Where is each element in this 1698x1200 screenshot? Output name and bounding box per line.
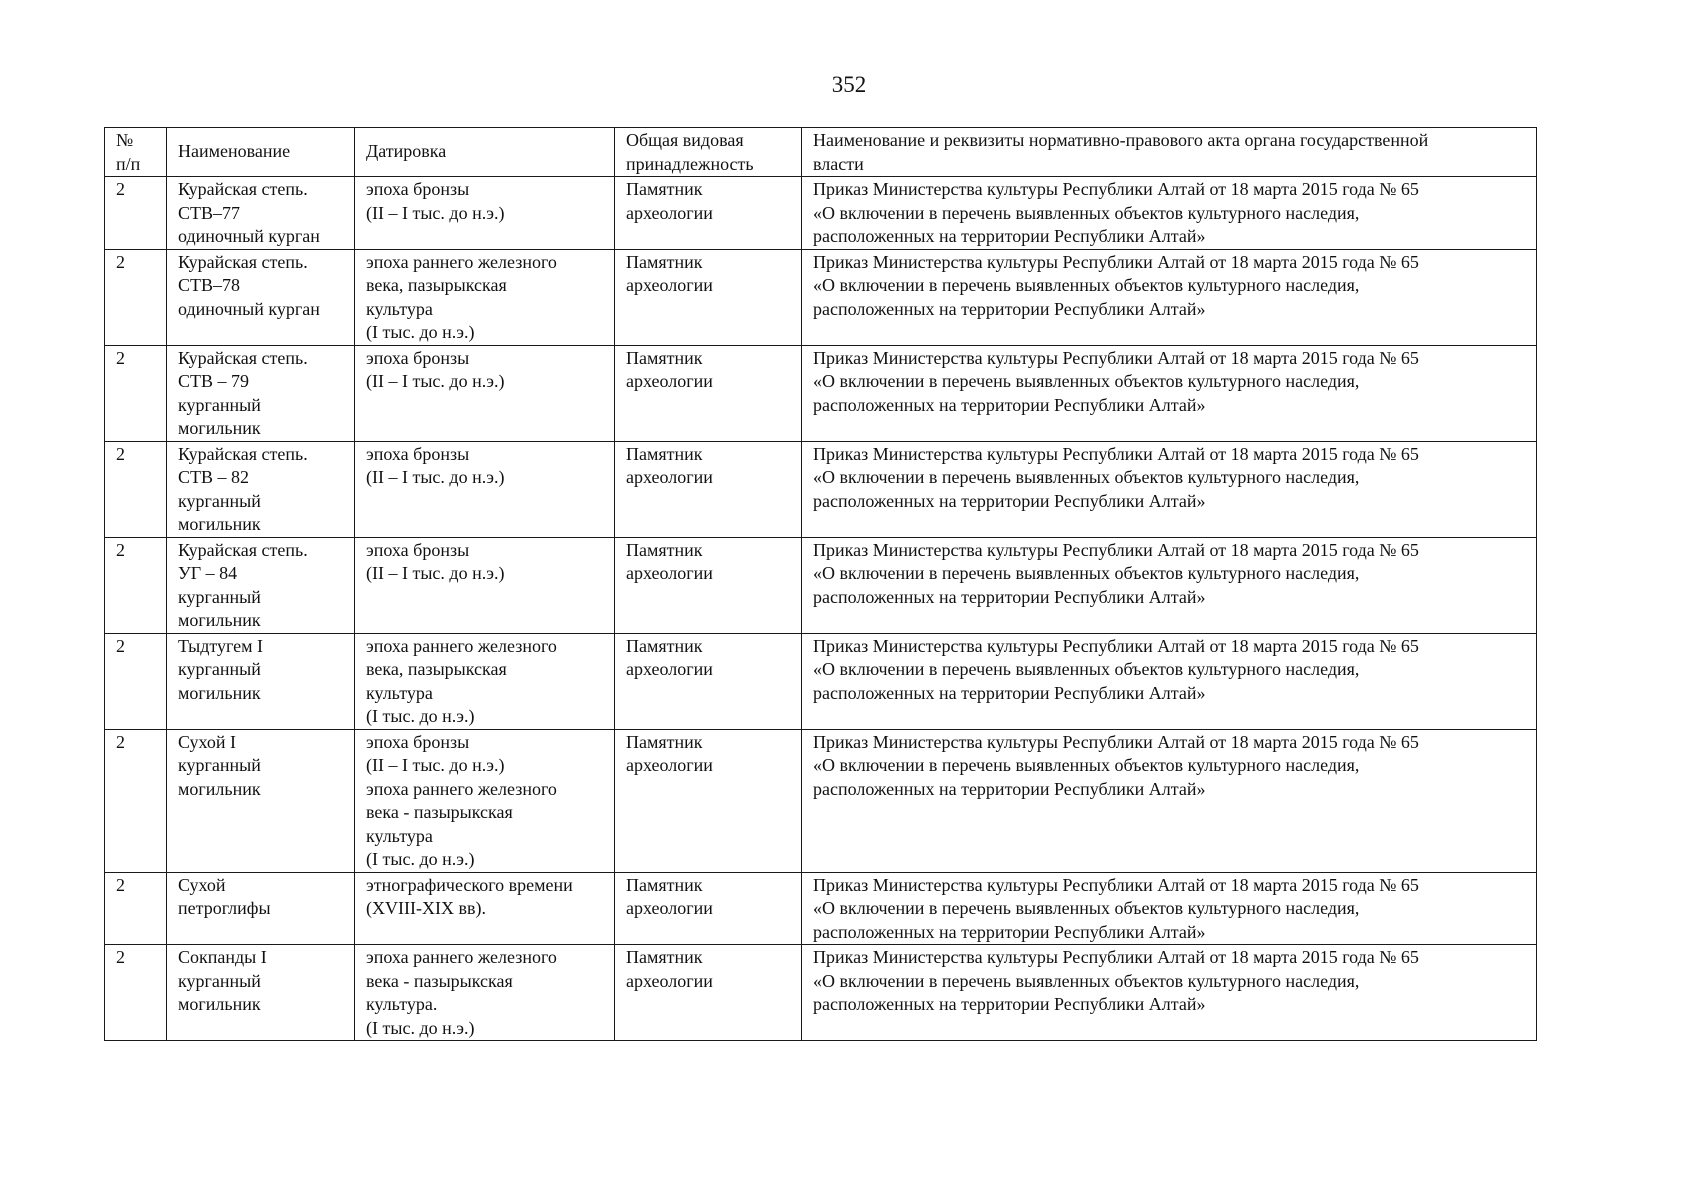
table-body [105, 177, 1537, 1041]
cell-number: 2 [105, 249, 167, 345]
table-row [105, 177, 1537, 250]
table-row [105, 345, 1537, 441]
header-row [105, 128, 1537, 177]
cell-legal-act: Приказ Министерства культуры Республики Алтай от 18 марта 2015 года № 65 «О включении в перечень выявленных объектов культурного наследия, расположенных на территории Республики Алтай» [802, 177, 1537, 250]
header-dating: Датировка [355, 128, 615, 177]
table-row [105, 729, 1537, 872]
cell-legal-act: Приказ Министерства культуры Республики Алтай от 18 марта 2015 года № 65 «О включении в перечень выявленных объектов культурного наследия, расположенных на территории Республики Алтай» [802, 441, 1537, 537]
cell-dating: эпоха бронзы (II – I тыс. до н.э.) [355, 537, 615, 633]
cell-type: Памятник археологии [615, 537, 802, 633]
table-row [105, 249, 1537, 345]
cell-dating: эпоха бронзы (II – I тыс. до н.э.) [355, 441, 615, 537]
cell-number: 2 [105, 633, 167, 729]
cell-legal-act: Приказ Министерства культуры Республики Алтай от 18 марта 2015 года № 65 «О включении в перечень выявленных объектов культурного наследия, расположенных на территории Республики Алтай» [802, 945, 1537, 1041]
page-number: 352 [831, 72, 867, 97]
cell-name: Тыдтугем I курганный могильник [167, 633, 355, 729]
table-row [105, 441, 1537, 537]
header-type: Общая видовая принадлежность [615, 128, 802, 177]
cell-dating: эпоха раннего железного века - пазырыкская культура. (I тыс. до н.э.) [355, 945, 615, 1041]
cell-number: 2 [105, 537, 167, 633]
header-number: № п/п [105, 128, 167, 177]
cell-name: Сокпанды I курганный могильник [167, 945, 355, 1041]
cell-name: Курайская степь. СТВ–77 одиночный курган [167, 177, 355, 250]
cell-type: Памятник археологии [615, 729, 802, 872]
cell-number: 2 [105, 177, 167, 250]
header-legal-act: Наименование и реквизиты нормативно-правового акта органа государственной власти [802, 128, 1537, 177]
cell-name: Курайская степь. УГ – 84 курганный могильник [167, 537, 355, 633]
table-header [105, 128, 1537, 177]
cell-name: Курайская степь. СТВ – 79 курганный могильник [167, 345, 355, 441]
cell-type: Памятник археологии [615, 633, 802, 729]
table-row [105, 537, 1537, 633]
header-name: Наименование [167, 128, 355, 177]
cell-type: Памятник археологии [615, 945, 802, 1041]
cell-number: 2 [105, 441, 167, 537]
cell-dating: эпоха бронзы (II – I тыс. до н.э.) эпоха раннего железного века - пазырыкская культура (I тыс. до н.э.) [355, 729, 615, 872]
cell-number: 2 [105, 729, 167, 872]
table-row [105, 872, 1537, 945]
heritage-objects-table [104, 127, 1537, 1041]
cell-dating: этнографического времени (XVIII-XIX вв). [355, 872, 615, 945]
cell-type: Памятник археологии [615, 441, 802, 537]
table-row [105, 633, 1537, 729]
cell-legal-act: Приказ Министерства культуры Республики Алтай от 18 марта 2015 года № 65 «О включении в перечень выявленных объектов культурного наследия, расположенных на территории Республики Алтай» [802, 537, 1537, 633]
cell-dating: эпоха бронзы (II – I тыс. до н.э.) [355, 345, 615, 441]
cell-legal-act: Приказ Министерства культуры Республики Алтай от 18 марта 2015 года № 65 «О включении в перечень выявленных объектов культурного наследия, расположенных на территории Республики Алтай» [802, 249, 1537, 345]
cell-number: 2 [105, 945, 167, 1041]
cell-name: Сухой петроглифы [167, 872, 355, 945]
cell-legal-act: Приказ Министерства культуры Республики Алтай от 18 марта 2015 года № 65 «О включении в перечень выявленных объектов культурного наследия, расположенных на территории Республики Алтай» [802, 729, 1537, 872]
cell-legal-act: Приказ Министерства культуры Республики Алтай от 18 марта 2015 года № 65 «О включении в перечень выявленных объектов культурного наследия, расположенных на территории Республики Алтай» [802, 633, 1537, 729]
cell-dating: эпоха раннего железного века, пазырыкская культура (I тыс. до н.э.) [355, 633, 615, 729]
cell-number: 2 [105, 345, 167, 441]
cell-number: 2 [105, 872, 167, 945]
cell-type: Памятник археологии [615, 345, 802, 441]
cell-type: Памятник археологии [615, 177, 802, 250]
cell-legal-act: Приказ Министерства культуры Республики Алтай от 18 марта 2015 года № 65 «О включении в перечень выявленных объектов культурного наследия, расположенных на территории Республики Алтай» [802, 345, 1537, 441]
cell-legal-act: Приказ Министерства культуры Республики Алтай от 18 марта 2015 года № 65 «О включении в перечень выявленных объектов культурного наследия, расположенных на территории Республики Алтай» [802, 872, 1537, 945]
cell-type: Памятник археологии [615, 872, 802, 945]
cell-name: Курайская степь. СТВ – 82 курганный могильник [167, 441, 355, 537]
cell-name: Курайская степь. СТВ–78 одиночный курган [167, 249, 355, 345]
cell-name: Сухой I курганный могильник [167, 729, 355, 872]
cell-dating: эпоха бронзы (II – I тыс. до н.э.) [355, 177, 615, 250]
cell-type: Памятник археологии [615, 249, 802, 345]
table-row [105, 945, 1537, 1041]
cell-dating: эпоха раннего железного века, пазырыкская культура (I тыс. до н.э.) [355, 249, 615, 345]
